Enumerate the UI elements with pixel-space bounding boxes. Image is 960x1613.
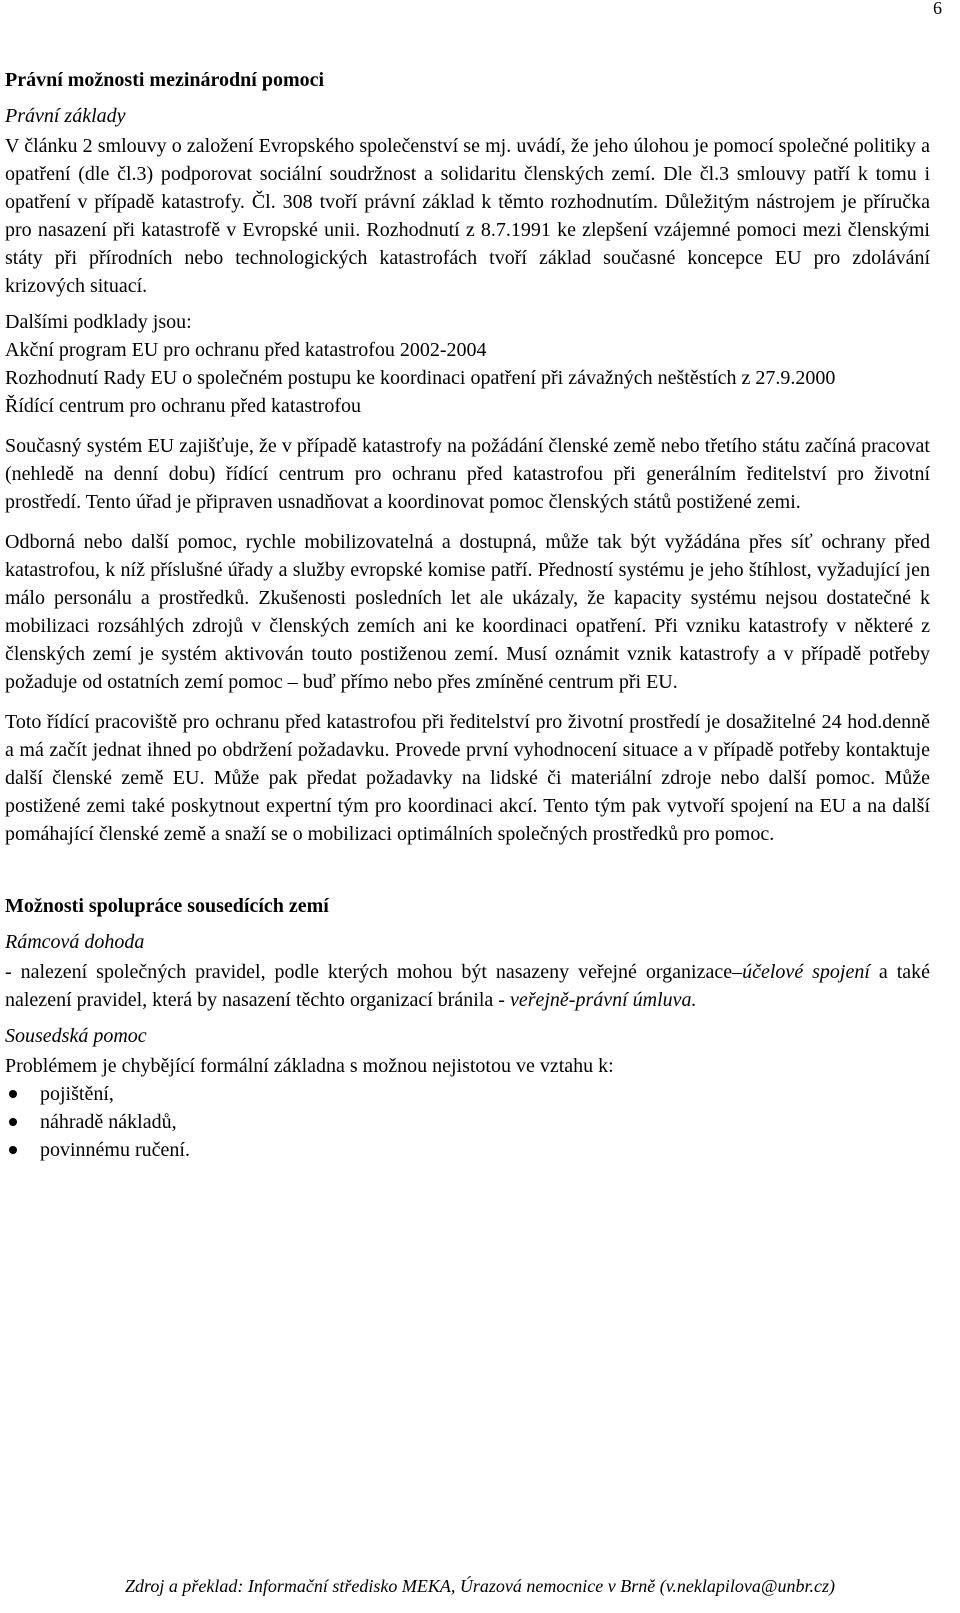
subheading-control-center: Řídící centrum pro ochranu před katastrofou [5,395,361,417]
section-heading-legal-options: Právní možnosti mezinárodní pomoci [5,69,325,91]
italic-term-purpose-union: účelové spojení [742,961,870,983]
paragraph-problem: Problémem je chybějící formální základna s možnou nejistotou ve vztahu k: [5,1055,614,1077]
list-item: povinnému ručení. [5,1136,930,1164]
subheading-legal-basis: Právní základy [5,105,126,127]
section-heading-neighbor-cooperation: Možnosti spolupráce sousedících zemí [5,895,329,917]
subheading-framework-agreement: Rámcová dohoda [5,931,145,953]
text-segment: a také nalezení pravidel, která by nasazení těchto organizací bránila - [5,961,930,1011]
bullet-list [5,1080,930,1164]
subheading-neighbor-help: Sousedská pomoc [5,1025,147,1047]
paragraph-expert-help: Odborná nebo další pomoc, rychle mobilizovatelná a dostupná, může tak být vyžádána přes síť ochrany před katastrofou, k níž příslušné úřady a služby evropské komise patří. Předností systému je jeho štíhlost, vyžadující jen málo personálu a prostředků. Zkušenosti posledních let ale ukázaly, že kapacity systému nejsou dostatečné k mobilizaci rozsáhlých zdrojů v členských zemích ani ke koordinaci opatření. Při vzniku katastrofy v některé z členských zemí je systém aktivován touto postiženou zemí. Musí oznámit vznik katastrofy a v případě potřeby požaduje od ostatních zemí pomoc – buď přímo nebo přes zmíněné centrum při EU. [5,531,930,693]
paragraph-control-office: Toto řídící pracoviště pro ochranu před katastrofou při ředitelství pro životní prostředí je dosažitelné 24 hod.denně a má začít jednat ihned po obdržení požadavku. Provede první vyhodnocení situace a v případě potřeby kontaktuje další členské země EU. Může pak předat požadavky na lidské či materiální zdroje nebo další pomoc. Může postižené zemi také poskytnout expertní tým pro koordinaci akcí. Tento tým pak vytvoří spojení na EU a na další pomáhající členské země a snaží se o mobilizaci optimálních společných prostředků pro pomoc. [5,711,930,845]
other-documents-label: Dalšími podklady jsou: [5,311,192,333]
text-segment: - nalezení společných pravidel, podle kterých mohou být nasazeny veřejné organizace– [5,961,743,983]
paragraph-article-2: V článku 2 smlouvy o založení Evropského společenství se mj. uvádí, že jeho úlohou je pomocí společné politiky a opatření (dle čl.3) podporovat sociální soudržnost a solidaritu členských zemí. Dle čl.3 smlouvy patří k tomu i opatření v případě katastrofy. Čl. 308 tvoří právní základ k těmto rozhodnutím. Důležitým nástrojem je příručka pro nasazení při katastrofě v Evropské unii. Rozhodnutí z 8.7.1991 ke zlepšení vzájemné pomoci mezi členskými státy při přírodních nebo technologických katastrofách tvoří základ současné koncepce EU pro zdolávání krizových situací. [5,135,930,297]
page-number: 6 [933,0,942,18]
document-item-council-decision: Rozhodnutí Rady EU o společném postupu ke koordinaci opatření při závažných neštěstích z 27.9.2000 [5,367,836,389]
bullet-icon [9,1146,17,1154]
paragraph-framework-rules [5,958,930,1014]
footer-source: Zdroj a překlad: Informační středisko MEKA, Úrazová nemocnice v Brně (v.neklapilova@unbr.cz) [125,1576,835,1596]
paragraph-current-system: Současný systém EU zajišťuje, že v případě katastrofy na požádání členské země nebo třetího státu začíná pracovat (nehledě na denní dobu) řídící centrum pro ochranu před katastrofou při generálním ředitelství pro životní prostředí. Tento úřad je připraven usnadňovat a koordinovat pomoc členských států postižené zemi. [5,435,930,513]
italic-term-public-law-agreement: veřejně-právní úmluva. [509,989,697,1011]
bullet-icon [9,1090,17,1098]
bullet-icon [9,1118,17,1126]
list-item: náhradě nákladů, [5,1108,930,1136]
list-item: pojištění, [5,1080,930,1108]
document-item-action-program: Akční program EU pro ochranu před katastrofou 2002-2004 [5,339,487,361]
document-body [5,66,930,1164]
